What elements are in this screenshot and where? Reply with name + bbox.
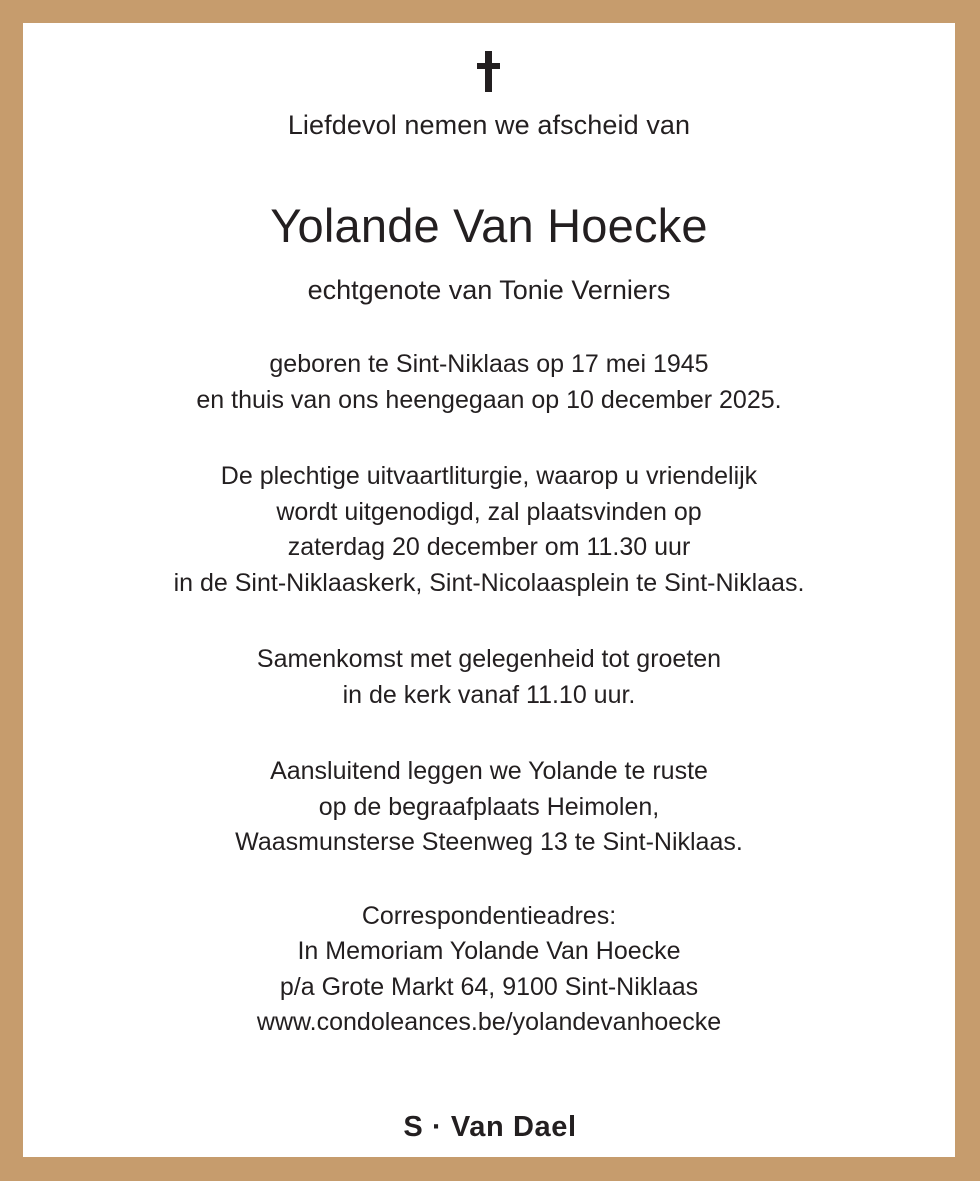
life-dates-line: geboren te Sint-Niklaas op 17 mei 1945 — [269, 350, 709, 378]
burial-line: Waasmunsterse Steenweg 13 te Sint-Niklaas. — [235, 828, 743, 856]
footer-frame-right — [703, 1157, 980, 1181]
latin-cross-icon — [454, 43, 524, 99]
service-line: De plechtige uitvaartliturgie, waarop u vriendelijk — [220, 462, 758, 490]
notice-card — [23, 23, 955, 1157]
correspondence-block — [257, 899, 721, 1041]
condolence-website-link[interactable]: www.condoleances.be/yolandevanhoecke — [256, 1008, 722, 1036]
service-block — [174, 459, 805, 601]
deceased-name: Yolande Van Hoecke — [270, 199, 708, 252]
burial-block — [235, 754, 743, 861]
service-line: in de Sint-Niklaaskerk, Sint-Nicolaasplein te Sint-Niklaas. — [173, 568, 805, 597]
service-line: zaterdag 20 december om 11.30 uur — [287, 533, 691, 561]
service-line: wordt uitgenodigd, zal plaatsvinden op — [276, 497, 702, 526]
life-dates-line: en thuis van ons heengegaan op 10 december 2025. — [196, 385, 782, 414]
life-dates-block — [196, 347, 781, 418]
correspondence-line: In Memoriam Yolande Van Hoecke — [297, 937, 681, 965]
correspondence-heading: Correspondentieadres: — [361, 901, 617, 930]
intro-line: Liefdevol nemen we afscheid van — [287, 110, 691, 140]
funeral-home-logo: S · Van Dael — [403, 1111, 577, 1143]
correspondence-line: p/a Grote Markt 64, 9100 Sint-Niklaas — [279, 972, 699, 1001]
burial-line: Aansluitend leggen we Yolande te ruste — [270, 757, 708, 785]
gathering-line: in de kerk vanaf 11.10 uur. — [342, 680, 636, 709]
gathering-line: Samenkomst met gelegenheid tot groeten — [256, 645, 722, 673]
footer-frame-left — [0, 1157, 281, 1181]
gathering-block — [257, 642, 721, 713]
burial-line: op de begraafplaats Heimolen, — [318, 792, 660, 821]
deceased-relation: echtgenote van Tonie Verniers — [307, 275, 671, 305]
